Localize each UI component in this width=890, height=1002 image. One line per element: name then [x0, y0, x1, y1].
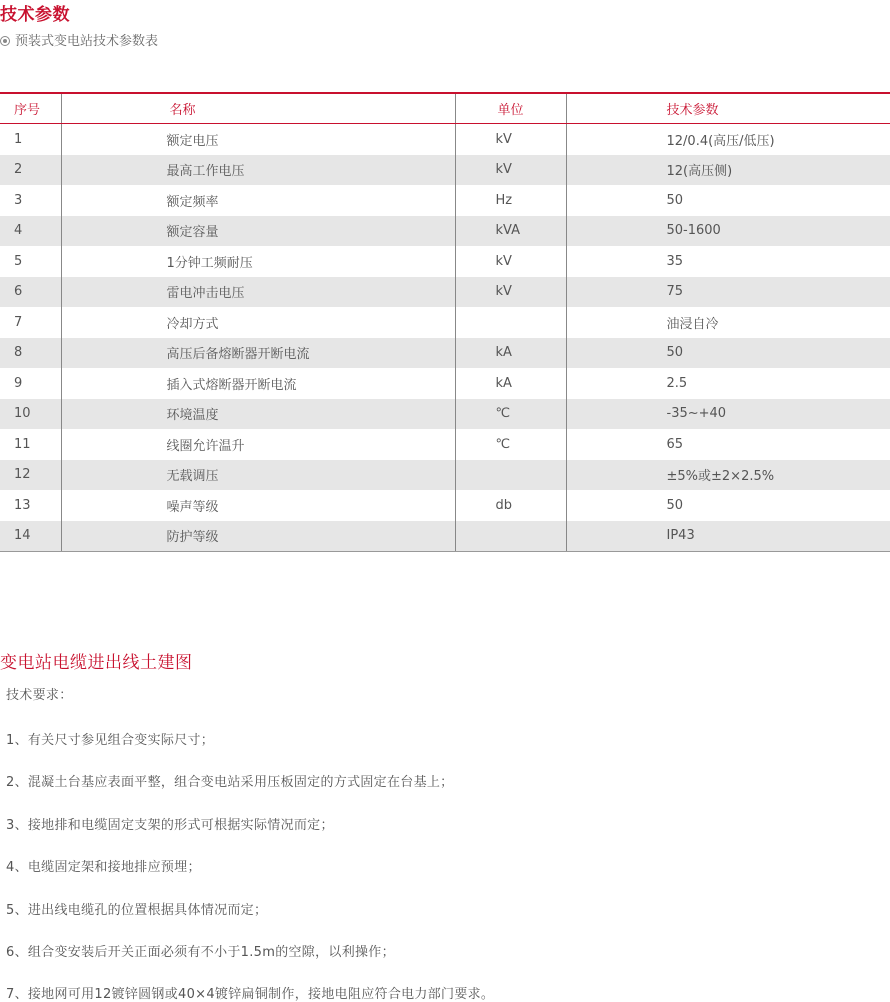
cell-name: 雷电冲击电压 — [61, 277, 455, 308]
cell-value: -35~+40 — [566, 399, 890, 430]
cell-index: 3 — [0, 185, 61, 216]
cell-unit: kA — [455, 368, 566, 399]
table-row — [0, 124, 890, 155]
cell-value: ±5%或±2×2.5% — [566, 460, 890, 491]
cell-value: 12(高压侧) — [566, 155, 890, 186]
table-row — [0, 277, 890, 308]
cell-index: 2 — [0, 155, 61, 186]
table-row — [0, 246, 890, 277]
header-index: 序号 — [0, 93, 61, 124]
cell-name: 防护等级 — [61, 521, 455, 552]
requirement-item: 1、有关尺寸参见组合变实际尺寸； — [6, 733, 215, 748]
requirement-item: 3、接地排和电缆固定支架的形式可根据实际情况而定； — [6, 818, 334, 833]
table-caption-text: 预装式变电站技术参数表 — [15, 34, 159, 49]
table-row — [0, 155, 890, 186]
cell-index: 14 — [0, 521, 61, 552]
section-title-cable-layout: 变电站电缆进出线土建图 — [0, 653, 193, 673]
cell-unit — [455, 521, 566, 552]
circle-bullet-icon — [0, 36, 10, 46]
cell-name: 1分钟工频耐压 — [61, 246, 455, 277]
requirement-item: 6、组合变安装后开关正面必须有不小于1.5m的空隙，以利操作； — [6, 945, 395, 960]
cell-unit: kV — [455, 246, 566, 277]
section-title-tech-params: 技术参数 — [0, 5, 70, 25]
header-name: 名称 — [61, 93, 455, 124]
cell-index: 13 — [0, 490, 61, 521]
cell-unit: kV — [455, 277, 566, 308]
requirement-item: 5、进出线电缆孔的位置根据具体情况而定； — [6, 903, 268, 918]
table-header-row — [0, 93, 890, 124]
cell-unit: ℃ — [455, 429, 566, 460]
cell-index: 4 — [0, 216, 61, 247]
cell-value: 油浸自冷 — [666, 316, 719, 332]
cell-index: 6 — [0, 277, 61, 308]
cell-value: 50 — [566, 338, 890, 369]
cell-unit: db — [455, 490, 566, 521]
cell-unit: kA — [455, 338, 566, 369]
cell-unit: ℃ — [455, 399, 566, 430]
table-row — [0, 185, 890, 216]
cell-value: IP43 — [566, 521, 890, 552]
cell-index: 7 — [0, 307, 61, 338]
cell-unit — [455, 460, 566, 491]
header-unit: 单位 — [455, 93, 566, 124]
cell-name: 噪声等级 — [61, 490, 455, 521]
requirement-item: 4、电缆固定架和接地排应预埋； — [6, 860, 201, 875]
cell-index: 8 — [0, 338, 61, 369]
cell-value: 2.5 — [666, 375, 688, 391]
requirement-item: 7、接地网可用12镀锌圆钢或40×4镀锌扁铜制作，接地电阻应符合电力部门要求。 — [6, 987, 495, 1002]
tech-params-table — [0, 92, 890, 552]
cell-unit: kV — [455, 155, 566, 186]
table-row — [0, 490, 890, 521]
table-row — [0, 368, 890, 399]
cell-name: 额定容量 — [61, 216, 455, 247]
cell-index: 12 — [0, 460, 61, 491]
cell-unit: kVA — [455, 216, 566, 247]
header-value: 技术参数 — [566, 93, 890, 124]
cell-name: 无载调压 — [61, 460, 455, 491]
cell-index: 5 — [0, 246, 61, 277]
cell-value: 35 — [666, 253, 684, 269]
table-row — [0, 429, 890, 460]
table-row — [0, 460, 890, 491]
cell-name: 环境温度 — [61, 399, 455, 430]
table-row — [0, 307, 890, 338]
cell-index: 9 — [0, 368, 61, 399]
cell-name: 冷却方式 — [61, 307, 455, 338]
cell-index: 10 — [0, 399, 61, 430]
table-row — [0, 216, 890, 247]
cell-index: 11 — [0, 429, 61, 460]
cell-index: 1 — [0, 124, 61, 155]
table-row — [0, 399, 890, 430]
cell-value: 65 — [666, 436, 684, 452]
requirement-item: 2、混凝土台基应表面平整，组合变电站采用压板固定的方式固定在台基上； — [6, 775, 454, 790]
cell-value: 12/0.4(高压/低压) — [666, 133, 775, 149]
cell-unit: Hz — [455, 185, 566, 216]
cell-name: 线圈允许温升 — [61, 429, 455, 460]
cell-name: 插入式熔断器开断电流 — [61, 368, 455, 399]
table-caption — [0, 30, 158, 49]
table-row — [0, 521, 890, 552]
requirements-heading: 技术要求： — [6, 688, 73, 703]
cell-value: 50 — [666, 497, 684, 513]
cell-value: 75 — [566, 277, 890, 308]
cell-name: 最高工作电压 — [61, 155, 455, 186]
cell-name: 额定频率 — [61, 185, 455, 216]
cell-value: 50-1600 — [566, 216, 890, 247]
cell-name: 高压后备熔断器开断电流 — [61, 338, 455, 369]
cell-unit — [455, 307, 566, 338]
cell-value: 50 — [666, 192, 684, 208]
cell-name: 额定电压 — [61, 124, 455, 155]
table-row — [0, 338, 890, 369]
cell-unit: kV — [455, 124, 566, 155]
